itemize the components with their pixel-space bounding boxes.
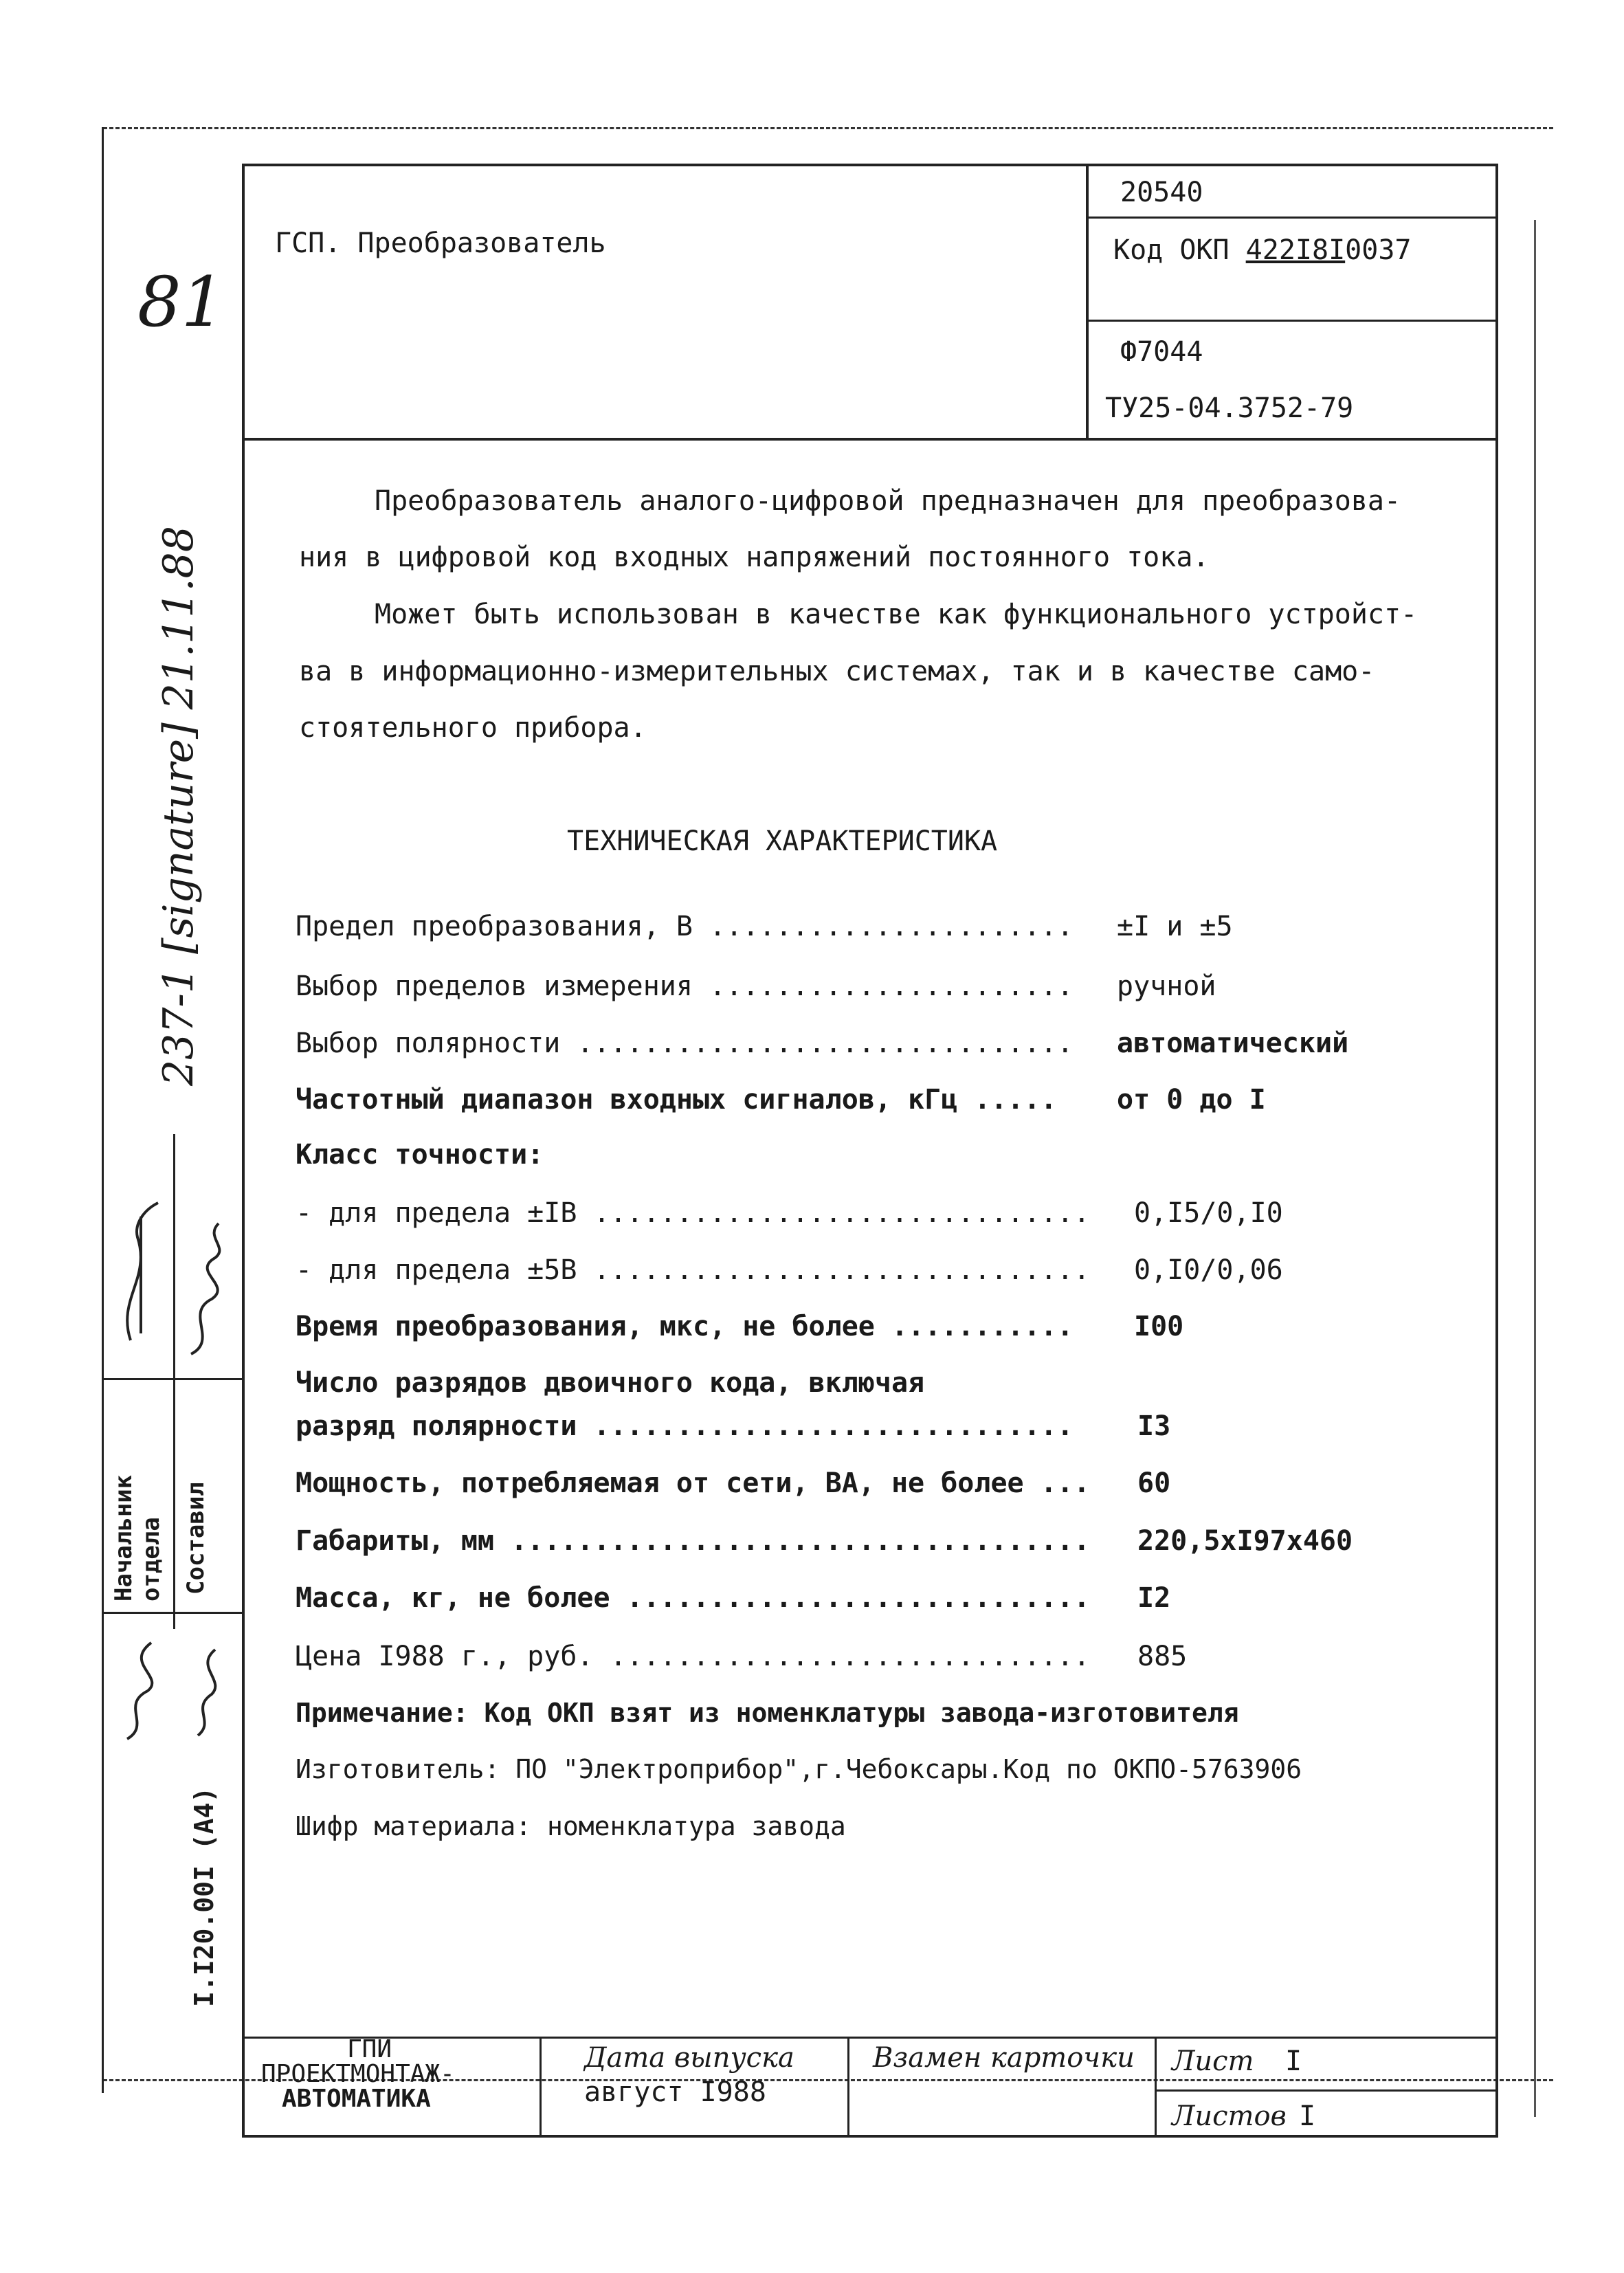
spec-row	[296, 1023, 1395, 1064]
spec-label: разряд полярности .............................	[296, 1410, 1074, 1442]
desc-p2-line1: Может быть использован в качестве как функционального устройст-	[375, 599, 1418, 630]
spec-value: I00	[1134, 1311, 1184, 1342]
spec-row	[296, 906, 1395, 947]
specs-title: ТЕХНИЧЕСКАЯ ХАРАКТЕРИСТИКА	[567, 825, 998, 857]
footer-top-line	[242, 2037, 1498, 2039]
spec-value: 220,5xI97x460	[1137, 1525, 1353, 1557]
spec-value: ±I и ±5	[1117, 911, 1233, 942]
sheet-label: Лист	[1172, 2045, 1254, 2077]
spec-label: Мощность, потребляемая от сети, ВА, не более ...	[296, 1467, 1090, 1499]
card-code: 20540	[1120, 177, 1203, 208]
note-okp: Примечание: Код ОКП взят из номенклатуры завода-изготовителя	[296, 1698, 1239, 1728]
desc-p2-line2: ва в информационно-измерительных системах, так и в качестве само-	[299, 656, 1375, 687]
signature-head	[110, 1196, 172, 1347]
spec-label: Число разрядов двоичного кода, включая	[296, 1367, 925, 1399]
spec-label: Класс точности:	[296, 1139, 544, 1171]
header-right-line-1	[1086, 217, 1498, 219]
okp-code-underlined: 422I8I	[1245, 234, 1346, 266]
spec-label: Время преобразования, мкс, не более ...........	[296, 1311, 1074, 1342]
spec-label: - для предела ±IB ..............................	[296, 1197, 1090, 1229]
spec-label: Габариты, мм ...................................	[296, 1525, 1090, 1557]
spec-value: от 0 до I	[1117, 1084, 1266, 1116]
side-divider	[173, 1134, 175, 1629]
spec-row	[296, 1362, 1395, 1404]
desc-p1-line2: ния в цифровой код входных напряжений постоянного тока.	[299, 542, 1210, 573]
form-number: I.I20.00I (А4)	[189, 1786, 219, 2007]
desc-p2-line3: стоятельного прибора.	[299, 712, 647, 744]
header-divider	[1086, 164, 1089, 440]
header-bottom-line	[242, 438, 1498, 441]
signature-head-2	[110, 1629, 172, 1746]
spec-row	[296, 1079, 1395, 1120]
left-border-line	[102, 127, 104, 2093]
footer-divider-3	[1155, 2037, 1157, 2136]
side-mid-line	[103, 1612, 244, 1614]
replaces-card-label: Взамен карточки	[873, 2042, 1135, 2074]
signature-compiler-2	[177, 1639, 239, 1742]
spec-value: I2	[1137, 1582, 1171, 1614]
release-date-value: август I988	[584, 2076, 766, 2108]
spec-label: Выбор полярности ..............................	[296, 1028, 1074, 1059]
sheets-label: Листов	[1172, 2100, 1287, 2132]
card-title: ГСП. Преобразователь	[275, 228, 606, 259]
card-bottom-line	[242, 2135, 1498, 2138]
spec-value: 885	[1137, 1641, 1188, 1672]
okp-label: Код ОКП	[1113, 234, 1230, 266]
signature-compiler	[177, 1217, 239, 1368]
vertical-note: 237-1 [signature] 21.11.88	[155, 526, 203, 1086]
card-right-line	[1495, 164, 1498, 2138]
release-date-label: Дата выпуска	[584, 2042, 794, 2074]
note-manufacturer: Изготовитель: ПО "Электроприбор",г.Чебоксары.Код по ОКПО-5763906	[296, 1754, 1302, 1784]
spec-value: I3	[1137, 1410, 1171, 1442]
compiled-by-label: Составил	[182, 1482, 210, 1595]
spec-row	[296, 1463, 1395, 1504]
spec-row	[296, 1520, 1395, 1562]
footer-org-line1: ГПИ	[347, 2035, 392, 2063]
footer-divider-1	[540, 2037, 542, 2136]
spec-label: Выбор пределов измерения ......................	[296, 971, 1074, 1002]
footer-org-line3: АВТОМАТИКА	[282, 2085, 431, 2113]
spec-label: Масса, кг, не более ............................	[296, 1582, 1090, 1614]
spec-value: 0,I5/0,I0	[1134, 1197, 1283, 1229]
card-top-line	[242, 164, 1498, 166]
spec-value: ручной	[1117, 971, 1216, 1002]
spec-row	[296, 1193, 1395, 1234]
model-number: Ф7044	[1120, 336, 1203, 368]
spec-row	[296, 1636, 1395, 1677]
spec-label: Частотный диапазон входных сигналов, кГц .....	[296, 1084, 1057, 1116]
footer-divider-2	[847, 2037, 849, 2136]
spec-value: 0,I0/0,06	[1134, 1254, 1283, 1286]
tu-number: ТУ25-04.3752-79	[1105, 392, 1354, 424]
spec-row	[296, 1250, 1395, 1291]
header-right-line-2	[1086, 320, 1498, 322]
spec-row	[296, 966, 1395, 1007]
spec-row	[296, 1577, 1395, 1619]
spec-label: Цена I988 г., руб. .............................	[296, 1641, 1090, 1672]
spec-value: 60	[1137, 1467, 1171, 1499]
spec-label: Предел преобразования, В ......................	[296, 911, 1074, 942]
footer-org-line2: ПРОЕКТМОНТАЖ-	[261, 2060, 455, 2088]
head-of-department-label: Начальник отдела	[110, 1474, 165, 1601]
note-cipher: Шифр материала: номенклатура завода	[296, 1811, 846, 1841]
spec-row	[296, 1134, 1395, 1175]
desc-p1-line1: Преобразователь аналого-цифровой предназначен для преобразова-	[375, 485, 1401, 517]
okp-code	[1113, 234, 1412, 267]
card-left-line	[242, 164, 245, 2138]
spec-row	[296, 1306, 1395, 1347]
spec-value: автоматический	[1117, 1028, 1349, 1059]
page-number: 81	[137, 262, 225, 342]
spec-label: - для предела ±5B ..............................	[296, 1254, 1090, 1286]
sheet-value: I	[1285, 2045, 1302, 2077]
okp-code-rest: 0037	[1345, 234, 1412, 266]
top-dashed-border	[103, 127, 1553, 129]
sheets-value: I	[1299, 2100, 1316, 2132]
right-border-line	[1534, 220, 1536, 2117]
footer-sheet-line	[1155, 2089, 1498, 2092]
spec-row	[296, 1406, 1395, 1447]
